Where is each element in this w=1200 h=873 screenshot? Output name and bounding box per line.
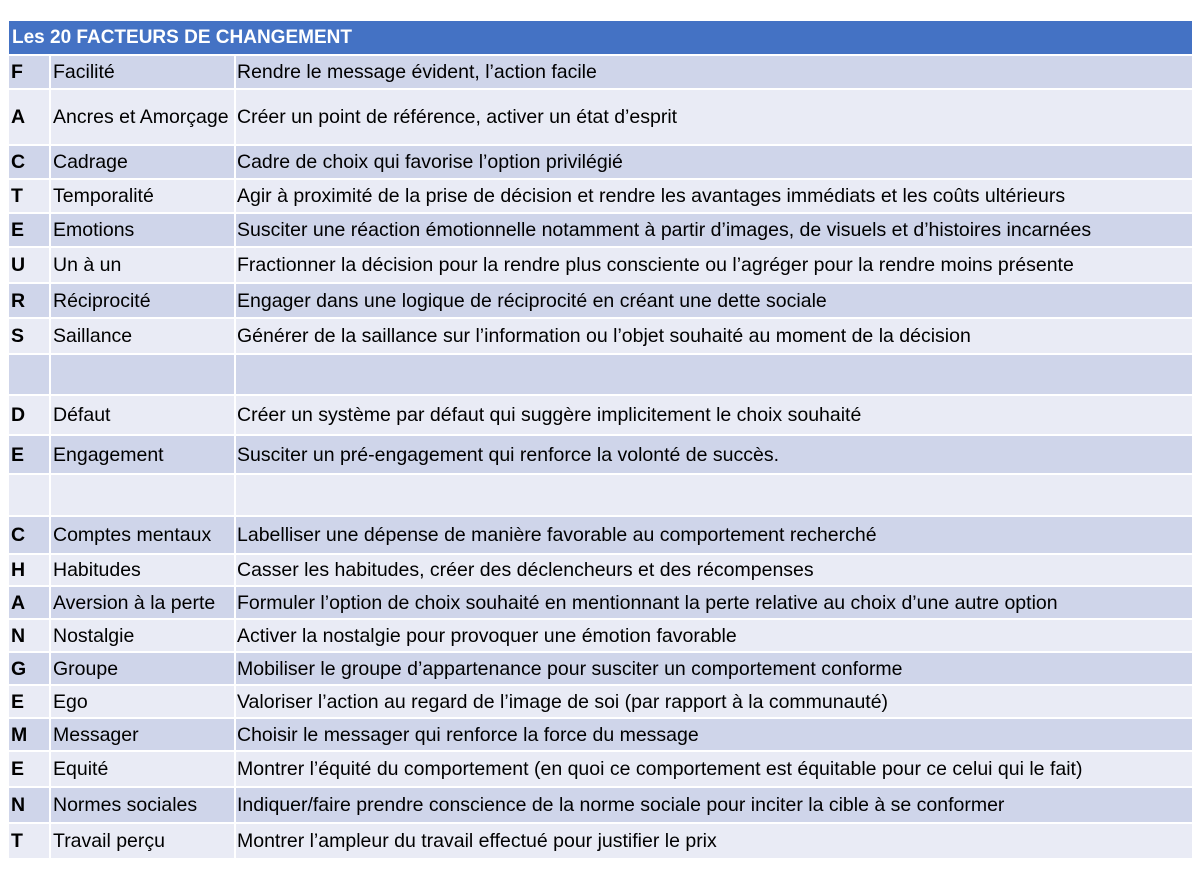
table-row (9, 824, 1192, 860)
row-description: Créer un système par défaut qui suggère implicitement le choix souhaité (234, 396, 1192, 436)
row-letter: M (9, 719, 49, 752)
table-row (9, 475, 1192, 517)
table-row (9, 319, 1192, 355)
row-letter (9, 475, 49, 517)
table-body (9, 56, 1192, 860)
table-row (9, 752, 1192, 788)
row-factor-name: Ego (49, 686, 234, 719)
row-factor-name: Facilité (49, 56, 234, 90)
table-row (9, 517, 1192, 555)
row-factor-name: Habitudes (49, 555, 234, 587)
row-letter: H (9, 555, 49, 587)
row-description: Fractionner la décision pour la rendre plus consciente ou l’agréger pour la rendre moins présente (234, 248, 1192, 284)
row-description: Mobiliser le groupe d’appartenance pour susciter un comportement conforme (234, 653, 1192, 686)
row-factor-name: Groupe (49, 653, 234, 686)
row-letter: R (9, 284, 49, 319)
row-description: Montrer l’équité du comportement (en quoi ce comportement est équitable pour ce celui qui le fait) (234, 752, 1192, 788)
row-letter: E (9, 686, 49, 719)
row-description (234, 475, 1192, 517)
row-description: Labelliser une dépense de manière favorable au comportement recherché (234, 517, 1192, 555)
row-description: Agir à proximité de la prise de décision et rendre les avantages immédiats et les coûts ultérieurs (234, 180, 1192, 214)
row-letter: D (9, 396, 49, 436)
row-letter: F (9, 56, 49, 90)
table-row (9, 788, 1192, 824)
row-description: Générer de la saillance sur l’information ou l’objet souhaité au moment de la décision (234, 319, 1192, 355)
row-factor-name: Engagement (49, 436, 234, 475)
row-factor-name (49, 475, 234, 517)
row-description (234, 355, 1192, 396)
table-row (9, 719, 1192, 752)
table-row (9, 653, 1192, 686)
row-description: Montrer l’ampleur du travail effectué pour justifier le prix (234, 824, 1192, 860)
row-factor-name: Défaut (49, 396, 234, 436)
row-description: Cadre de choix qui favorise l’option privilégié (234, 146, 1192, 180)
table-title: Les 20 FACTEURS DE CHANGEMENT (9, 21, 1192, 56)
row-letter: N (9, 620, 49, 653)
row-description: Rendre le message évident, l’action facile (234, 56, 1192, 90)
row-description: Susciter un pré-engagement qui renforce la volonté de succès. (234, 436, 1192, 475)
row-description: Casser les habitudes, créer des déclencheurs et des récompenses (234, 555, 1192, 587)
row-factor-name: Cadrage (49, 146, 234, 180)
row-description: Indiquer/faire prendre conscience de la norme sociale pour inciter la cible à se conformer (234, 788, 1192, 824)
row-letter: E (9, 752, 49, 788)
row-factor-name: Ancres et Amorçage (49, 90, 234, 146)
row-description: Créer un point de référence, activer un état d’esprit (234, 90, 1192, 146)
row-description: Formuler l’option de choix souhaité en mentionnant la perte relative au choix d’une autre option (234, 587, 1192, 620)
row-factor-name: Messager (49, 719, 234, 752)
row-letter: E (9, 436, 49, 475)
row-letter: E (9, 214, 49, 248)
table-row (9, 56, 1192, 90)
table-row (9, 355, 1192, 396)
table-row (9, 284, 1192, 319)
row-factor-name: Aversion à la perte (49, 587, 234, 620)
row-letter: C (9, 146, 49, 180)
table-row (9, 248, 1192, 284)
table-row (9, 686, 1192, 719)
table-row (9, 436, 1192, 475)
row-description: Activer la nostalgie pour provoquer une émotion favorable (234, 620, 1192, 653)
table-row (9, 587, 1192, 620)
row-letter: T (9, 180, 49, 214)
row-letter: S (9, 319, 49, 355)
table-row (9, 146, 1192, 180)
row-factor-name: Normes sociales (49, 788, 234, 824)
table-row (9, 396, 1192, 436)
row-factor-name: Emotions (49, 214, 234, 248)
row-letter: U (9, 248, 49, 284)
row-factor-name: Réciprocité (49, 284, 234, 319)
table-row (9, 180, 1192, 214)
row-factor-name: Equité (49, 752, 234, 788)
row-description: Choisir le messager qui renforce la force du message (234, 719, 1192, 752)
row-letter: A (9, 587, 49, 620)
table-header-row (9, 21, 1192, 56)
row-letter: G (9, 653, 49, 686)
factors-table (9, 21, 1192, 860)
table-row (9, 620, 1192, 653)
row-factor-name: Saillance (49, 319, 234, 355)
row-factor-name: Comptes mentaux (49, 517, 234, 555)
table-row (9, 555, 1192, 587)
row-description: Valoriser l’action au regard de l’image de soi (par rapport à la communauté) (234, 686, 1192, 719)
row-factor-name (49, 355, 234, 396)
table-row (9, 214, 1192, 248)
row-description: Engager dans une logique de réciprocité en créant une dette sociale (234, 284, 1192, 319)
row-letter: T (9, 824, 49, 860)
row-letter (9, 355, 49, 396)
row-factor-name: Nostalgie (49, 620, 234, 653)
row-description: Susciter une réaction émotionnelle notamment à partir d’images, de visuels et d’histoires incarnées (234, 214, 1192, 248)
row-letter: N (9, 788, 49, 824)
row-letter: C (9, 517, 49, 555)
row-factor-name: Temporalité (49, 180, 234, 214)
row-factor-name: Travail perçu (49, 824, 234, 860)
row-factor-name: Un à un (49, 248, 234, 284)
table-row (9, 90, 1192, 146)
row-letter: A (9, 90, 49, 146)
